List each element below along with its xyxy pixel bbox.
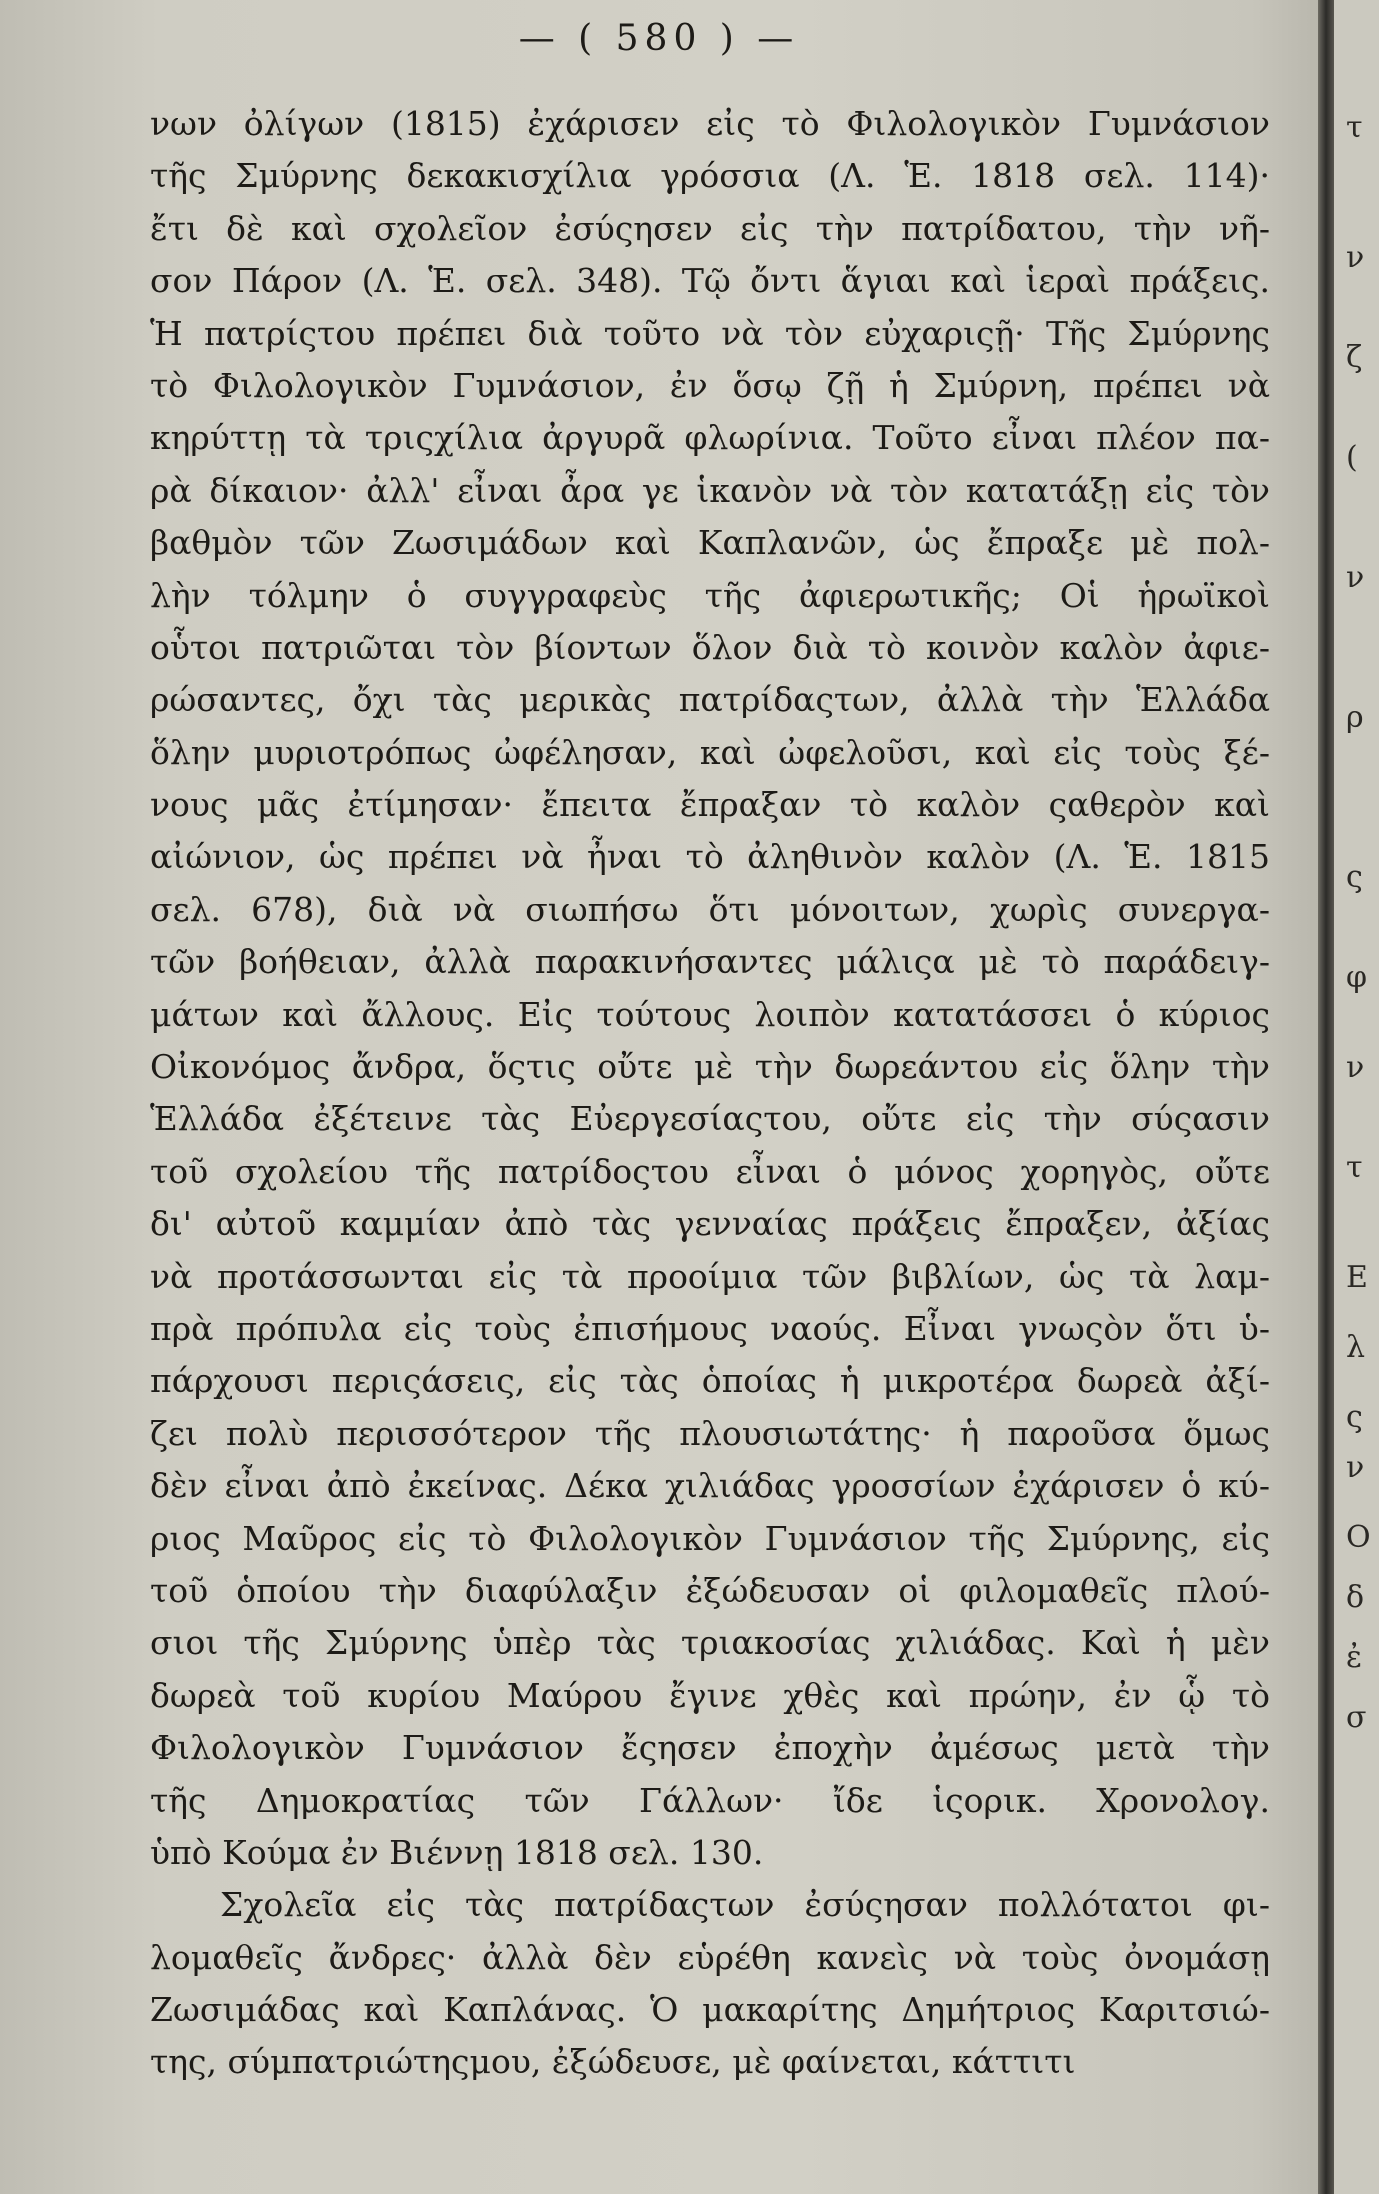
facing-page-letter: E: [1346, 1260, 1368, 1295]
text-line: σελ. 678), διὰ νὰ σιωπήσω ὅτι μόνοιτων, χωρὶς συνεργα-: [150, 889, 1270, 929]
facing-page-letter: τ: [1346, 1150, 1363, 1185]
text-line: νους μᾶς ἐτίμησαν· ἔπειτα ἔπραξαν τὸ καλὸν ςαθερὸν καὶ: [150, 785, 1270, 825]
text-line: δὲν εἶναι ἀπὸ ἐκείνας. Δέκα χιλιάδας γροσσίων ἐχάρισεν ὁ κύ-: [150, 1466, 1270, 1506]
text-line: τῶν βοήθειαν, ἀλλὰ παρακινήσαντες μάλιςα μὲ τὸ παράδειγ-: [150, 942, 1270, 982]
text-line: τῆς Δημοκρατίας τῶν Γάλλων· ἴδε ἱςορικ. Χρονολογ.: [150, 1780, 1270, 1820]
facing-page-letter: ν: [1346, 1050, 1365, 1085]
text-line: νων ὀλίγων (1815) ἐχάρισεν εἰς τὸ Φιλολογικὸν Γυμνάσιον: [150, 104, 1270, 143]
body-text: [150, 98, 1270, 2089]
text-line: αἰώνιον, ὡς πρέπει νὰ ἦναι τὸ ἀληθινὸν καλὸν (Λ. Ἑ. 1815: [150, 837, 1270, 877]
text-line: ρώσαντες, ὄχι τὰς μερικὰς πατρίδαςτων, ἀλλὰ τὴν Ἑλλάδα: [150, 680, 1270, 720]
text-line: λὴν τόλμην ὁ συγγραφεὺς τῆς ἀφιερωτικῆς; Οἱ ἡρωϊκοὶ: [150, 575, 1270, 615]
text-line: ριος Μαῦρος εἰς τὸ Φιλολογικὸν Γυμνάσιον τῆς Σμύρνης, εἰς: [150, 1518, 1270, 1558]
text-line: οὗτοι πατριῶται τὸν βίοντων ὅλον διὰ τὸ κοινὸν καλὸν ἀφιε-: [150, 627, 1270, 667]
facing-page-letter: ζ: [1346, 340, 1363, 375]
text-line: ἔτι δὲ καὶ σχολεῖον ἐσύςησεν εἰς τὴν πατρίδατου, τὴν νῆ-: [150, 208, 1270, 248]
facing-page-letter: ν: [1346, 1450, 1365, 1485]
text-line: νὰ προτάσσωνται εἰς τὰ προοίμια τῶν βιβλίων, ὡς τὰ λαμ-: [150, 1256, 1270, 1296]
text-line: τὸ Φιλολογικὸν Γυμνάσιον, ἐν ὅσῳ ζῇ ἡ Σμύρνη, πρέπει νὰ: [150, 365, 1270, 405]
facing-page-letter: τ: [1346, 110, 1363, 145]
text-line: μάτων καὶ ἄλλους. Εἰς τούτους λοιπὸν κατατάσσει ὁ κύριος: [150, 994, 1270, 1034]
text-line: τῆς Σμύρνης δεκακισχίλια γρόσσια (Λ. Ἑ. 1818 σελ. 114)·: [150, 156, 1270, 196]
text-line: σιοι τῆς Σμύρνης ὑπὲρ τὰς τριακοσίας χιλιάδας. Καὶ ἡ μὲν: [150, 1623, 1270, 1663]
text-line: ὅλην μυριοτρόπως ὠφέλησαν, καὶ ὠφελοῦσι, καὶ εἰς τοὺς ξέ-: [150, 732, 1270, 772]
page-number-header: — ( 580 ) —: [518, 18, 800, 59]
facing-page-edge: [1334, 0, 1379, 2194]
facing-page-letter: φ: [1346, 960, 1368, 995]
text-line: δι' αὐτοῦ καμμίαν ἀπὸ τὰς γενναίας πράξεις ἔπραξεν, ἀξίας: [150, 1204, 1270, 1244]
text-line: ζει πολὺ περισσότερον τῆς πλουσιωτάτης· ἡ παροῦσα ὅμως: [150, 1413, 1270, 1453]
text-line: τοῦ σχολείου τῆς πατρίδοςτου εἶναι ὁ μόνος χορηγὸς, οὔτε: [150, 1151, 1270, 1191]
text-line: Ζωσιμάδας καὶ Καπλάνας. Ὁ μακαρίτης Δημήτριος Καριτσιώ-: [150, 1990, 1270, 2030]
book-gutter: [1318, 0, 1334, 2194]
facing-page-letter: ς: [1346, 860, 1363, 895]
facing-page-letter: λ: [1346, 1330, 1366, 1365]
text-line: ὑπὸ Κούμα ἐν Βιέννῃ 1818 σελ. 130.: [150, 1832, 764, 1872]
text-line: πάρχουσι περιςάσεις, εἰς τὰς ὁποίας ἡ μικροτέρα δωρεὰ ἀξί-: [150, 1361, 1270, 1401]
text-line: λομαθεῖς ἄνδρες· ἀλλὰ δὲν εὑρέθη κανεὶς νὰ τοὺς ὀνομάσῃ: [150, 1937, 1270, 1977]
text-line: κηρύττῃ τὰ τριςχίλια ἀργυρᾶ φλωρίνια. Τοῦτο εἶναι πλέον πα-: [150, 418, 1270, 458]
text-line: της, σύμπατριώτηςμου, ἐξώδευσε, μὲ φαίνεται, κάττιτι: [150, 2042, 1076, 2082]
text-line: τοῦ ὁποίου τὴν διαφύλαξιν ἐξώδευσαν οἱ φιλομαθεῖς πλού-: [150, 1570, 1270, 1610]
text-line: Οἰκονόμος ἄνδρα, ὅςτις οὔτε μὲ τὴν δωρεάντου εἰς ὅλην τὴν: [150, 1047, 1270, 1087]
text-line: Ἡ πατρίςτου πρέπει διὰ τοῦτο νὰ τὸν εὐχαριςῇ· Τῆς Σμύρνης: [150, 313, 1270, 353]
facing-page-letter: ν: [1346, 240, 1365, 275]
text-line: Ἑλλάδα ἐξέτεινε τὰς Εὐεργεσίαςτου, οὔτε εἰς τὴν σύςασιν: [150, 1099, 1270, 1139]
text-line: δωρεὰ τοῦ κυρίου Μαύρου ἔγινε χθὲς καὶ πρώην, ἐν ᾧ τὸ: [150, 1675, 1270, 1715]
facing-page-letter: (: [1346, 440, 1358, 475]
text-line: Φιλολογικὸν Γυμνάσιον ἔςησεν ἐποχὴν ἀμέσως μετὰ τὴν: [150, 1728, 1270, 1768]
facing-page-letter: O: [1346, 1520, 1371, 1555]
facing-page-letter: δ: [1346, 1580, 1365, 1615]
facing-page-letter: ρ: [1346, 700, 1364, 735]
facing-page-letter: σ: [1346, 1700, 1367, 1735]
text-line: ρὰ δίκαιον· ἀλλ' εἶναι ἆρα γε ἱκανὸν νὰ τὸν κατατάξῃ εἰς τὸν: [150, 470, 1270, 510]
facing-page-letter: ς: [1346, 1400, 1363, 1435]
text-line: πρὰ πρόπυλα εἰς τοὺς ἐπισήμους ναούς. Εἶναι γνωςὸν ὅτι ὑ-: [150, 1308, 1270, 1348]
facing-page-letter: ν: [1346, 560, 1365, 595]
facing-page-letter: ἐ: [1346, 1640, 1363, 1675]
text-line: βαθμὸν τῶν Ζωσιμάδων καὶ Καπλανῶν, ὡς ἔπραξε μὲ πολ-: [150, 523, 1270, 563]
text-line: σον Πάρον (Λ. Ἑ. σελ. 348). Τῷ ὄντι ἅγιαι καὶ ἱεραὶ πράξεις.: [150, 261, 1270, 301]
text-line: Σχολεῖα εἰς τὰς πατρίδαςτων ἐσύςησαν πολλότατοι φι-: [220, 1885, 1270, 1925]
